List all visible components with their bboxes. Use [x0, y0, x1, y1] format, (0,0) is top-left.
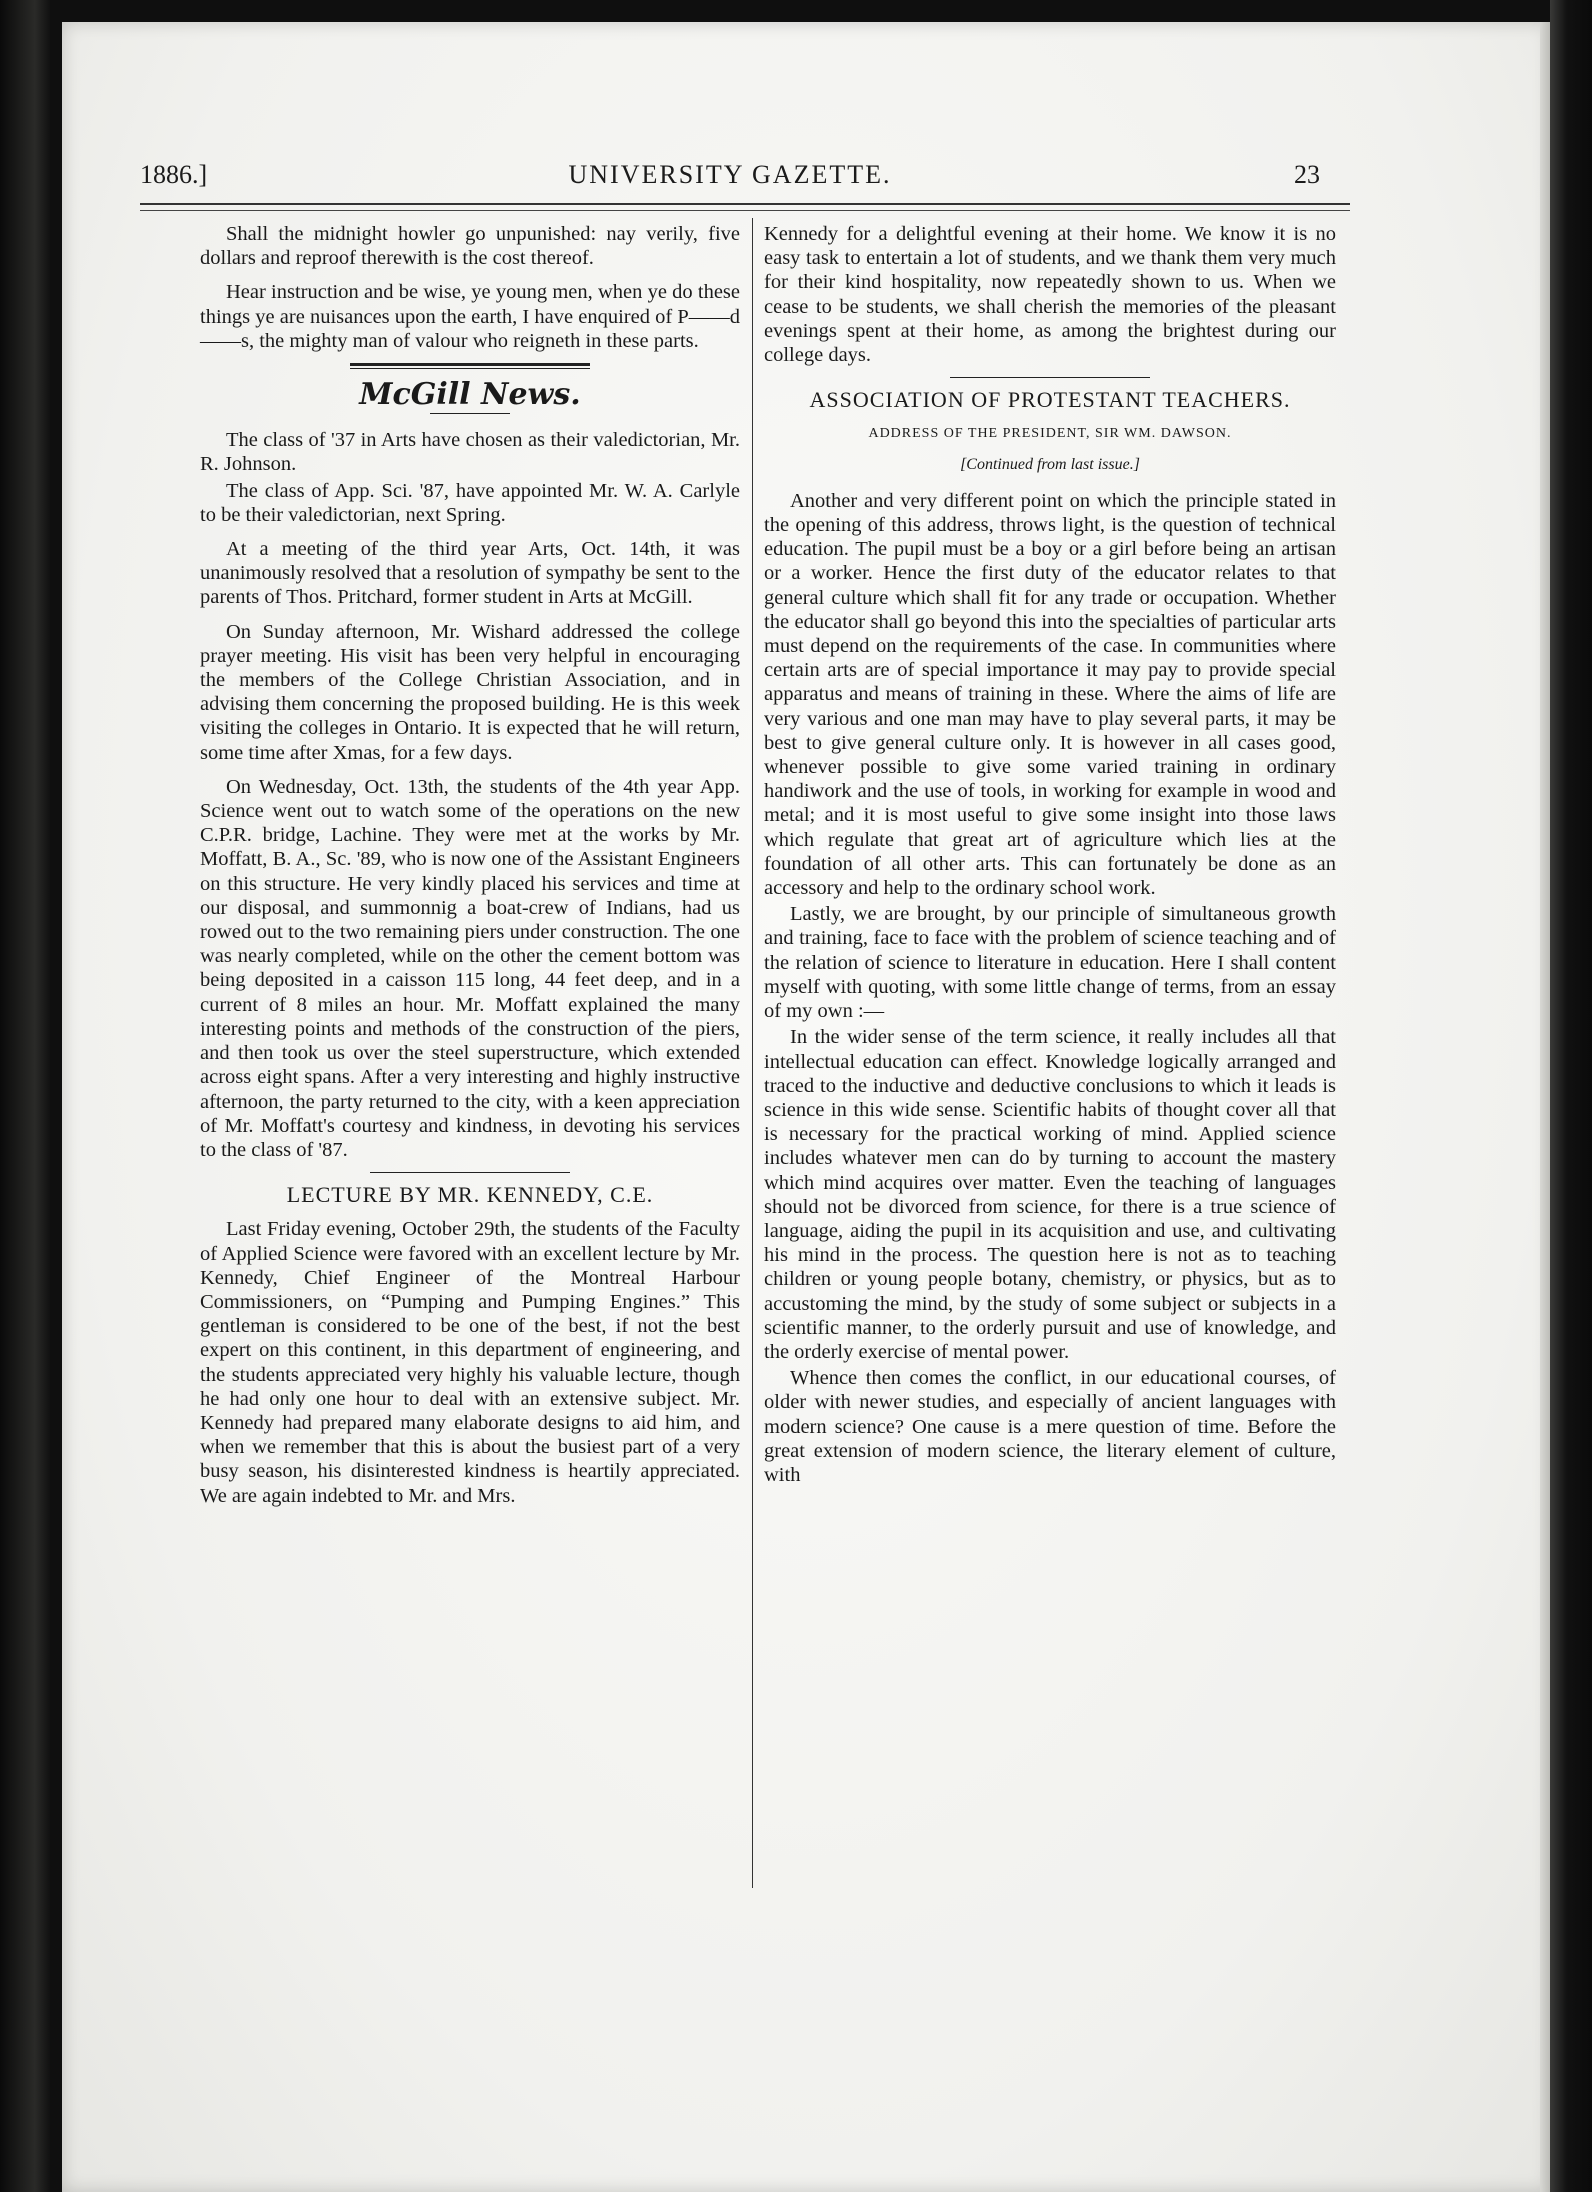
news-item: The class of '37 in Arts have chosen as their valedictorian, Mr. R. Johnson. — [200, 429, 740, 476]
association-title: ASSOCIATION OF PROTESTANT TEACHERS. — [809, 387, 1291, 413]
news-item: The class of App. Sci. '87, have appointed Mr. W. A. Carlyle to be their valedictorian, next Spring. — [200, 479, 740, 526]
column-divider — [752, 218, 753, 1888]
article-paragraph: Lastly, we are brought, by our principle of simultaneous growth and training, face to face with the problem of science teaching and of the relation of science to literature in education. Here I shall content myself with quoting, with some little change of terms, from an essay of my own :— — [764, 903, 1336, 1023]
publication-title: UNIVERSITY GAZETTE. — [568, 160, 892, 189]
header-year: 1886.] — [140, 160, 208, 189]
article-paragraph: Whence then comes the conflict, in our educational courses, of older with newer studies, and especially of ancient languages with modern science? One cause is a mere question of time. Before the great extension of modern science, the literary element of culture, with — [764, 1367, 1336, 1486]
page-edge — [1540, 22, 1550, 2192]
section-rule — [950, 377, 1150, 378]
address-subtitle: ADDRESS OF THE PRESIDENT, SIR WM. DAWSON. — [868, 426, 1232, 442]
article-paragraph: Kennedy for a delightful evening at their home. We know it is no easy task to entertain a lot of students, and we thank them very much for their kind hospitality, now repeatedly shown to us. When we cease to be students, we shall cherish the memories of the pleasant evenings spent at their home, as among the brightest during our college days. — [764, 223, 1336, 367]
page-number: 23 — [1294, 160, 1320, 189]
left-column — [200, 222, 740, 1518]
news-item: At a meeting of the third year Arts, Oct. 14th, it was unanimously resolved that a resolution of sympathy be sent to the parents of Thos. Pritchard, former student in Arts at McGill. — [200, 538, 740, 609]
article-paragraph: Another and very different point on which the principle stated in the opening of this address, throws light, is the question of technical education. The pupil must be a boy or a girl before being an artisan or a worker. Hence the first duty of the educator relates to that general culture which shall fit for any trade or occupation. Whether the educator shall go beyond this into the specialties of particular arts must depend on the requirements of the case. In communities where certain arts are of special importance it may pay to provide special apparatus and means of training in these. Where the aims of life are very various and one man may have to play several parts, it may be best to give general culture only. It is however in all cases good, whenever possible to give some varied training in ordinary handiwork and the use of tools, in working for example in wood and metal; and it is most useful to give some insight into those laws which regulate that great art of agriculture which lies at the foundation of all other arts. This can fortunately be done as an accessory and help to the ordinary school work. — [764, 489, 1336, 900]
article-paragraph: Hear instruction and be wise, ye young men, when ye do these things ye are nuisances upon the earth, I have enquired of P——d——s, the mighty man of valour who reigneth in these parts. — [200, 281, 740, 352]
right-column — [764, 222, 1336, 1489]
header-double-rule — [140, 203, 1350, 211]
book-binding-right — [1550, 0, 1592, 2192]
continued-note: [Continued from last issue.] — [960, 455, 1140, 473]
section-rule-short — [430, 413, 510, 414]
section-title-mcgill-news: McGill News. — [359, 377, 581, 413]
book-binding-left — [0, 0, 50, 2192]
news-item: On Wednesday, Oct. 13th, the students of the 4th year App. Science went out to watch some of the operations on the new C.P.R. bridge, Lachine. They were met at the works by Mr. Moffatt, B. A., Sc. '89, who is now one of the Assistant Engineers on this structure. He very kindly placed his services and time at our disposal, and summonnig a boat-crew of Indians, had us rowed out to the two remaining piers under construction. The one was nearly completed, while on the other the cement bottom was being deposited in a caisson 115 long, 44 feet deep, and in a current of 8 miles an hour. Mr. Moffatt explained the many interesting points and methods of the construction of the piers, and then took us over the steel superstructure, which extended across eight spans. After a very interesting and highly instructive afternoon, the party returned to the city, with a keen appreciation of Mr. Moffatt's courtesy and kindness, in devoting his services to the class of '87. — [200, 775, 740, 1161]
section-rule — [370, 1172, 570, 1173]
section-rule — [350, 363, 590, 369]
news-item: On Sunday afternoon, Mr. Wishard addressed the college prayer meeting. His visit has been very helpful in encouraging the members of the College Christian Association, and in advising them concerning the proposed building. He is this week visiting the colleges in Ontario. It is expected that he will return, some time after Xmas, for a few days. — [200, 620, 740, 764]
running-header — [140, 160, 1320, 200]
lecture-title: LECTURE BY MR. KENNEDY, C.E. — [286, 1182, 654, 1208]
article-paragraph: In the wider sense of the term science, it really includes all that intellectual education can effect. Knowledge logically arranged and traced to the inductive and deductive conclusions to which it leads is science in this wide sense. Scientific habits of thought cover all that is necessary for the practical working of mind. Applied science includes whatever men can do by turning to account the mastery which mind acquires over matter. Even the teaching of languages should not be divorced from science, for there is a true science of language, aiding the pupil in its acquisition and use, and cultivating his mind in the process. The question here is not as to teaching children or young people botany, chemistry, or physics, but as to accustoming the mind, by the study of some subject or subjects in a scientific manner, to the orderly pursuit and use of knowledge, and the orderly exercise of mental power. — [764, 1026, 1336, 1363]
article-paragraph: Last Friday evening, October 29th, the students of the Faculty of Applied Science were favored with an excellent lecture by Mr. Kennedy, Chief Engineer of the Montreal Harbour Commissioners, on “Pumping and Pumping Engines.” This gentleman is considered to be one of the best, if not the best expert on this continent, in this department of engineering, and the students appreciated very highly his valuable lecture, though he had only one hour to deal with an extensive subject. Mr. Kennedy had prepared many elaborate designs to aid him, and when we remember that this is about the busiest part of a very busy season, his disinterested kindness is heartily appreciated. We are again indebted to Mr. and Mrs. — [200, 1218, 740, 1507]
article-paragraph: Shall the midnight howler go unpunished: nay verily, five dollars and reproof therewith is the cost thereof. — [200, 223, 740, 270]
